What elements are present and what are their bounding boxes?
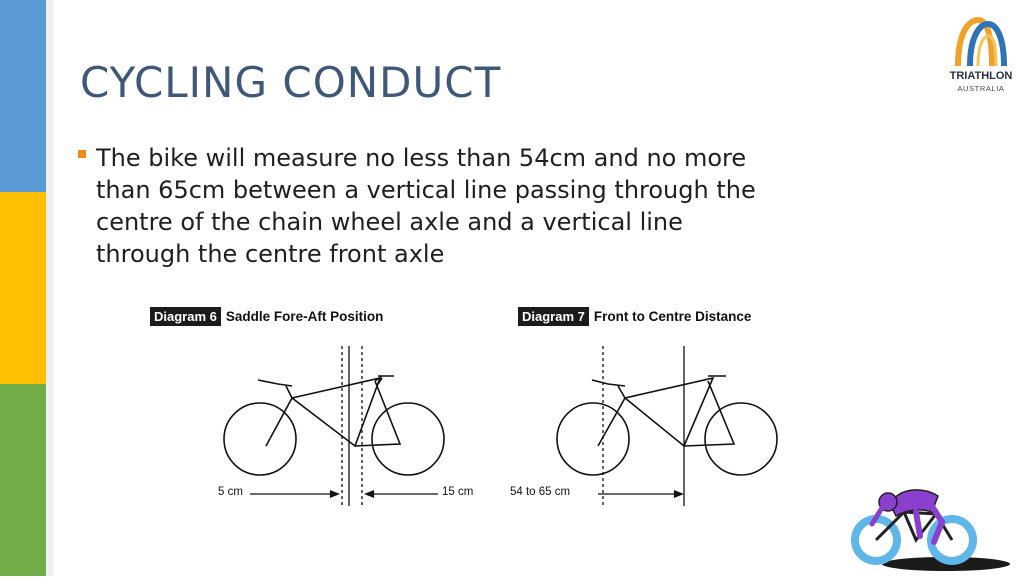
diagram-saddle-fore-aft xyxy=(150,306,490,508)
bike-diagram-7-drawing xyxy=(508,306,838,508)
bullet-line: through the centre front axle xyxy=(96,240,445,268)
sidebar-band-yellow xyxy=(0,192,46,384)
diagram-caption: Saddle Fore-Aft Position xyxy=(225,309,384,324)
bullet-line: than 65cm between a vertical line passing through the xyxy=(96,176,756,204)
sidebar-edge xyxy=(46,0,53,576)
square-bullet-icon xyxy=(78,150,86,158)
bullet-text xyxy=(96,142,916,270)
diagram-caption: Front to Centre Distance xyxy=(593,309,752,324)
logo-name: TRIATHLON xyxy=(949,70,1013,82)
diagram-tag: Diagram 6 xyxy=(150,307,221,326)
measure-right: 15 cm xyxy=(442,486,474,498)
bullet-line: The bike will measure no less than 54cm and no more xyxy=(96,144,747,172)
diagram-front-to-centre xyxy=(508,306,838,508)
cyclist-clipart-icon xyxy=(846,478,1014,578)
logo-arches-icon xyxy=(946,14,1016,70)
measure-left: 5 cm xyxy=(218,486,243,498)
sidebar-color-bands xyxy=(0,0,46,576)
slide-title: CYCLING CONDUCT xyxy=(80,58,502,107)
sidebar-band-blue xyxy=(0,0,46,192)
diagram-tag: Diagram 7 xyxy=(518,307,589,326)
logo-subname: AUSTRALIA xyxy=(957,84,1005,93)
triathlon-australia-logo xyxy=(946,14,1016,102)
measure-range: 54 to 65 cm xyxy=(510,486,571,498)
bike-diagram-6-drawing xyxy=(150,306,490,508)
sidebar-band-green xyxy=(0,384,46,576)
bullet-line: centre of the chain wheel axle and a vertical line xyxy=(96,208,683,236)
